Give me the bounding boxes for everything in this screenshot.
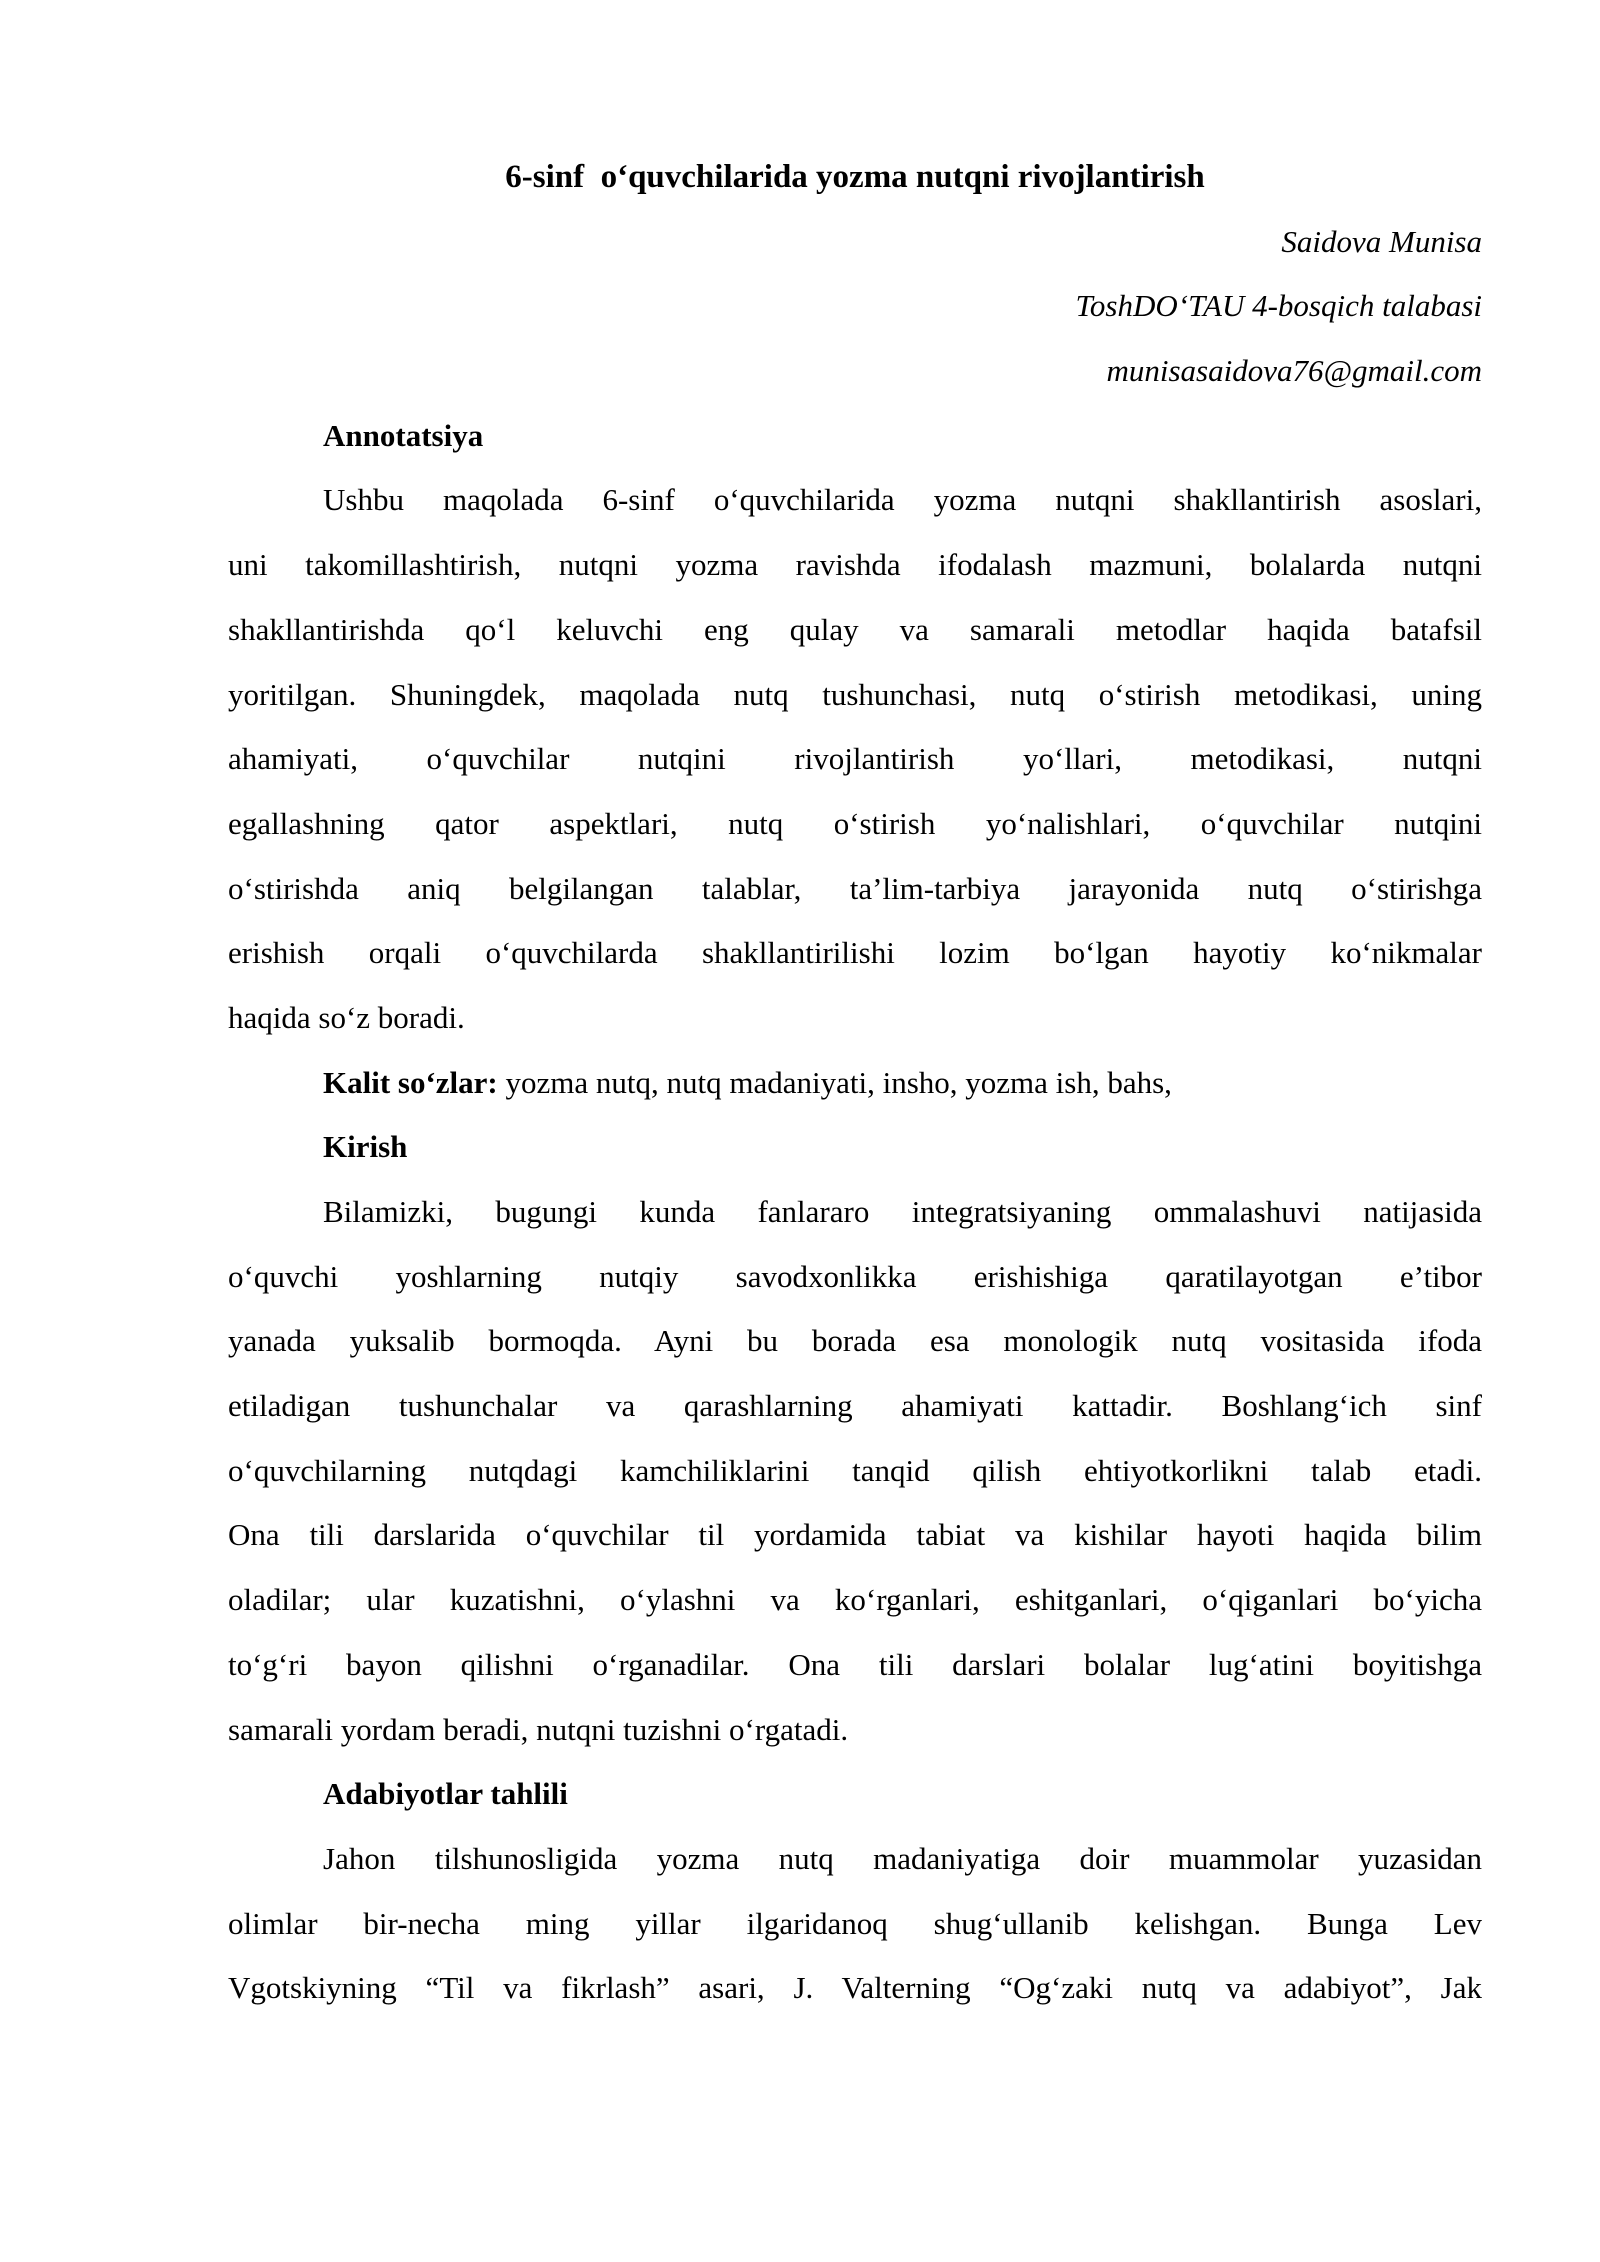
paragraph-line: Bilamizki, bugungi kunda fanlararo integratsiyaning ommalashuvi natijasida [323,1194,1482,1229]
paragraph-line: erishish orqali o‘quvchilarda shakllantirilishi lozim bo‘lgan hayotiy ko‘nikmalar [228,935,1482,971]
paragraph-line: o‘quvchilarning nutqdagi kamchiliklarini tanqid qilish ehtiyotkorlikni talab etadi. [228,1452,1482,1488]
paragraph-line: Ona tili darslarida o‘quvchilar til yordamida tabiat va kishilar hayoti haqida bilim [228,1517,1482,1553]
paragraph-line: etiladigan tushunchalar va qarashlarning ahamiyati kattadir. Boshlang‘ich sinf [228,1388,1482,1424]
author-email: munisasaidova76@gmail.com [1106,353,1482,389]
keywords-label: Kalit so‘zlar: [323,1064,498,1100]
adabiyotlar-heading: Adabiyotlar tahlili [323,1776,568,1812]
paragraph-line: olimlar bir-necha ming yillar ilgaridanoq shug‘ullanib kelishgan. Bunga Lev [228,1905,1482,1941]
keywords-text: yozma nutq, nutq madaniyati, insho, yozma ish, bahs, [497,1064,1172,1100]
paragraph-line: shakllantirishda qo‘l keluvchi eng qulay va samarali metodlar haqida batafsil [228,611,1482,647]
paragraph-line: yanada yuksalib bormoqda. Ayni bu borada esa monologik nutq vositasida ifoda [228,1323,1482,1359]
paragraph-line: ahamiyati, o‘quvchilar nutqini rivojlantirish yo‘llari, metodikasi, nutqni [228,741,1482,777]
paragraph-line: Vgotskiyning “Til va fikrlash” asari, J. Valterning “Og‘zaki nutq va adabiyot”, Jak [228,1970,1482,2006]
paragraph-line: oladilar; ular kuzatishni, o‘ylashni va ko‘rganlari, eshitganlari, o‘qiganlari bo‘yicha [228,1582,1482,1618]
document-title: 6-sinf o‘quvchilarida yozma nutqni rivojlantirish [505,159,1205,195]
paragraph-line: samarali yordam beradi, nutqni tuzishni o‘rgatadi. [228,1711,849,1747]
author-name: Saidova Munisa [1281,223,1482,259]
paragraph-line: egallashning qator aspektlari, nutq o‘stirish yo‘nalishlari, o‘quvchilar nutqini [228,805,1482,841]
paragraph-line: uni takomillashtirish, nutqni yozma ravishda ifodalash mazmuni, bolalarda nutqni [228,547,1482,583]
paragraph-line: o‘quvchi yoshlarning nutqiy savodxonlikka erishishiga qaratilayotgan e’tibor [228,1258,1482,1294]
keywords-line [228,1051,1482,1116]
paragraph-line: o‘stirishda aniq belgilangan talablar, ta’lim-tarbiya jarayonida nutq o‘stirishga [228,870,1482,906]
annotation-heading: Annotatsiya [323,417,484,453]
author-affiliation: ToshDO‘TAU 4-bosqich talabasi [1075,288,1482,324]
kirish-heading: Kirish [323,1129,408,1165]
paragraph-line: Ushbu maqolada 6-sinf o‘quvchilarida yozma nutqni shakllantirish asoslari, [323,482,1482,518]
paragraph-line: to‘g‘ri bayon qilishni o‘rganadilar. Ona tili darslari bolalar lug‘atini boyitishga [228,1646,1482,1682]
paragraph-line: yoritilgan. Shuningdek, maqolada nutq tushunchasi, nutq o‘stirish metodikasi, uning [228,676,1482,712]
paragraph-line: Jahon tilshunosligida yozma nutq madaniyatiga doir muammolar yuzasidan [323,1840,1482,1876]
paragraph-line: haqida so‘z boradi. [228,999,465,1035]
